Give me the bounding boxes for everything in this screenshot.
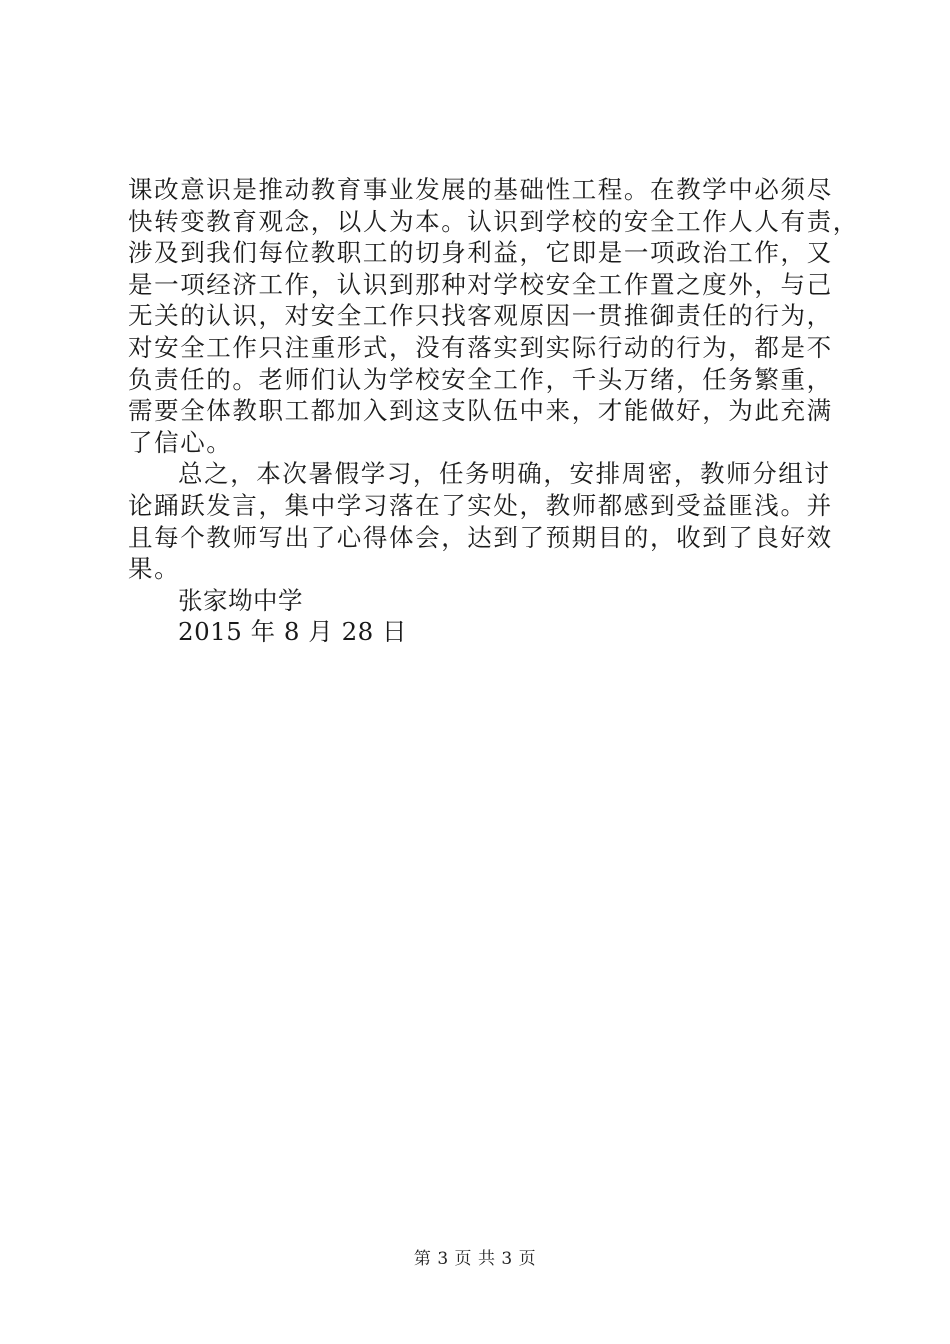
text-line: 无关的认识，对安全工作只找客观原因一贯推御责任的行为， [128, 301, 833, 331]
document-body [128, 174, 859, 648]
text-line: 课改意识是推动教育事业发展的基础性工程。在教学中必须尽 [128, 175, 833, 204]
paragraph-2 [128, 458, 848, 584]
text-line: 论踊跃发言，集中学习落在了实处，教师都感到受益匪浅。并 [128, 490, 833, 520]
text-line: 了信心。 [128, 427, 233, 457]
text-line: 是一项经济工作，认识到那种对学校安全工作置之度外，与己 [128, 269, 833, 299]
signature-organization: 张家坳中学 [178, 585, 303, 615]
text-line: 快转变教育观念，以人为本。认识到学校的安全工作人人有责， [128, 206, 859, 236]
text-line: 涉及到我们每位教职工的切身利益，它即是一项政治工作，又 [128, 238, 833, 268]
paragraph-1 [128, 174, 859, 458]
text-line: 对安全工作只注重形式，没有落实到实际行动的行为，都是不 [128, 332, 833, 362]
signature-block [128, 585, 848, 648]
signature-date: 2015 年 8 月 28 日 [178, 617, 408, 647]
text-line: 需要全体教职工都加入到这支队伍中来，才能做好，为此充满 [128, 396, 833, 426]
page-footer: 第 3 页 共 3 页 [413, 1249, 537, 1269]
text-line: 果。 [128, 554, 181, 584]
text-line: 负责任的。老师们认为学校安全工作，千头万绪，任务繁重， [128, 364, 833, 394]
text-line: 且每个教师写出了心得体会，达到了预期目的，收到了良好效 [128, 522, 833, 552]
text-line: 总之，本次暑假学习，任务明确，安排周密，教师分组讨 [178, 459, 831, 489]
